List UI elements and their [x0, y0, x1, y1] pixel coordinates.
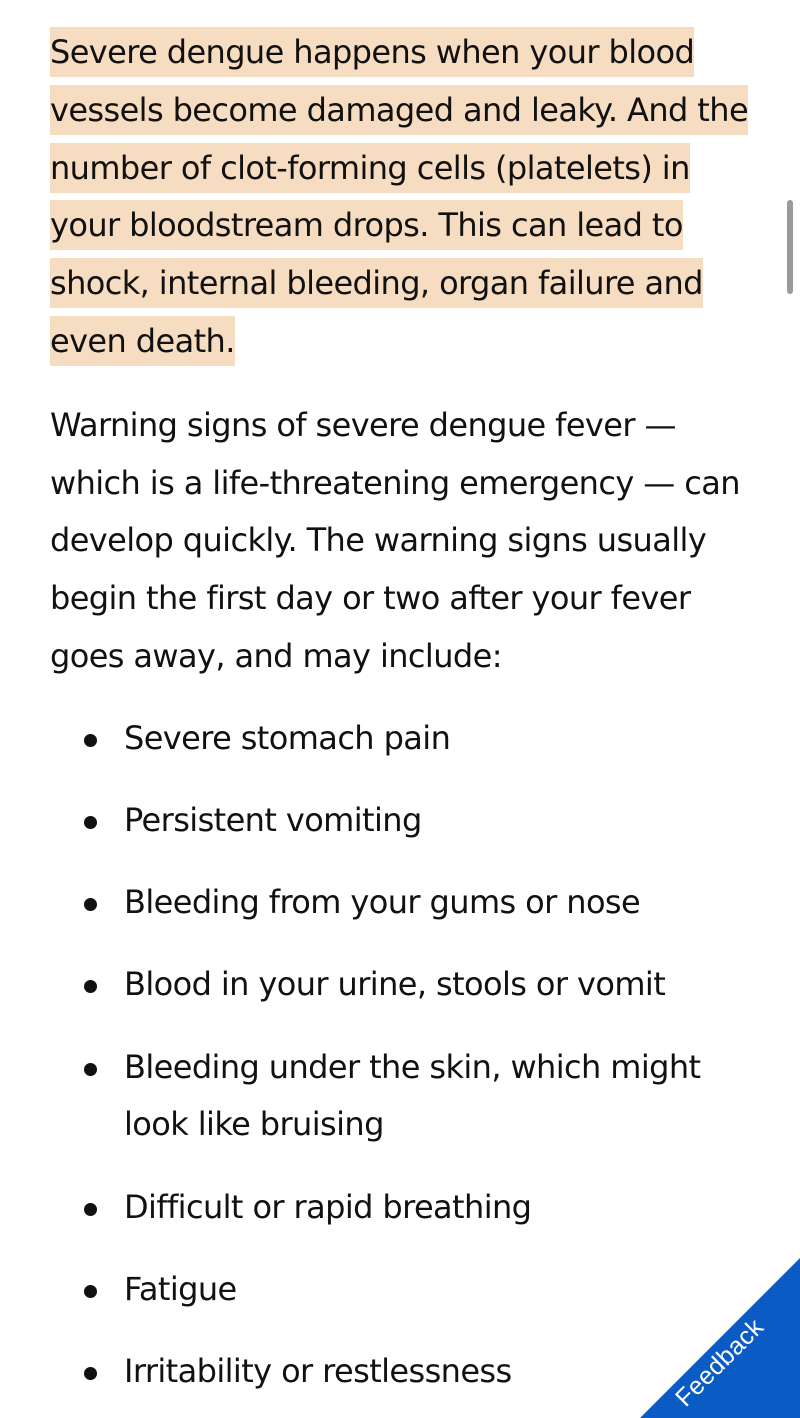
feedback-label: Feedback: [670, 1313, 770, 1413]
list-item: [50, 874, 760, 932]
highlighted-text: Severe dengue happens when your blood vessels become damaged and leaky. And the number of clot-forming cells (platelets) in your bloodstream drops. This can lead to shock, internal bleeding, organ failure and even death.: [50, 27, 748, 366]
highlighted-paragraph: [50, 24, 760, 371]
feedback-button[interactable]: [640, 1258, 800, 1418]
list-item: [50, 792, 760, 850]
list-item: [50, 956, 760, 1014]
bullet-icon: [84, 898, 97, 911]
bullet-icon: [84, 816, 97, 829]
list-item: [50, 710, 760, 768]
list-item-text: Blood in your urine, stools or vomit: [124, 965, 666, 1004]
warning-signs-intro: Warning signs of severe dengue fever — which is a life-threatening emergency — can develop quickly. The warning signs usually begin the first day or two after your fever goes away, and may include:: [50, 405, 740, 675]
list-item-text: Fatigue: [124, 1269, 237, 1308]
list-item-text: Bleeding from your gums or nose: [124, 883, 641, 922]
feedback-corner-shape: [640, 1258, 800, 1418]
list-item: [50, 1179, 760, 1237]
list-item-text: Irritability or restlessness: [124, 1351, 512, 1390]
bullet-icon: [84, 1285, 97, 1298]
bullet-icon: [84, 1367, 97, 1380]
list-item: [50, 1039, 760, 1155]
bullet-icon: [84, 734, 97, 747]
list-item-text: Bleeding under the skin, which might look like bruising: [124, 1047, 701, 1144]
scrollbar-thumb[interactable]: [787, 200, 793, 294]
article-content: [50, 24, 760, 1418]
bullet-icon: [84, 1063, 97, 1076]
list-item-text: Severe stomach pain: [124, 718, 451, 757]
list-item-text: Persistent vomiting: [124, 800, 422, 839]
list-item-text: Difficult or rapid breathing: [124, 1187, 532, 1226]
bullet-icon: [84, 980, 97, 993]
bullet-icon: [84, 1203, 97, 1216]
